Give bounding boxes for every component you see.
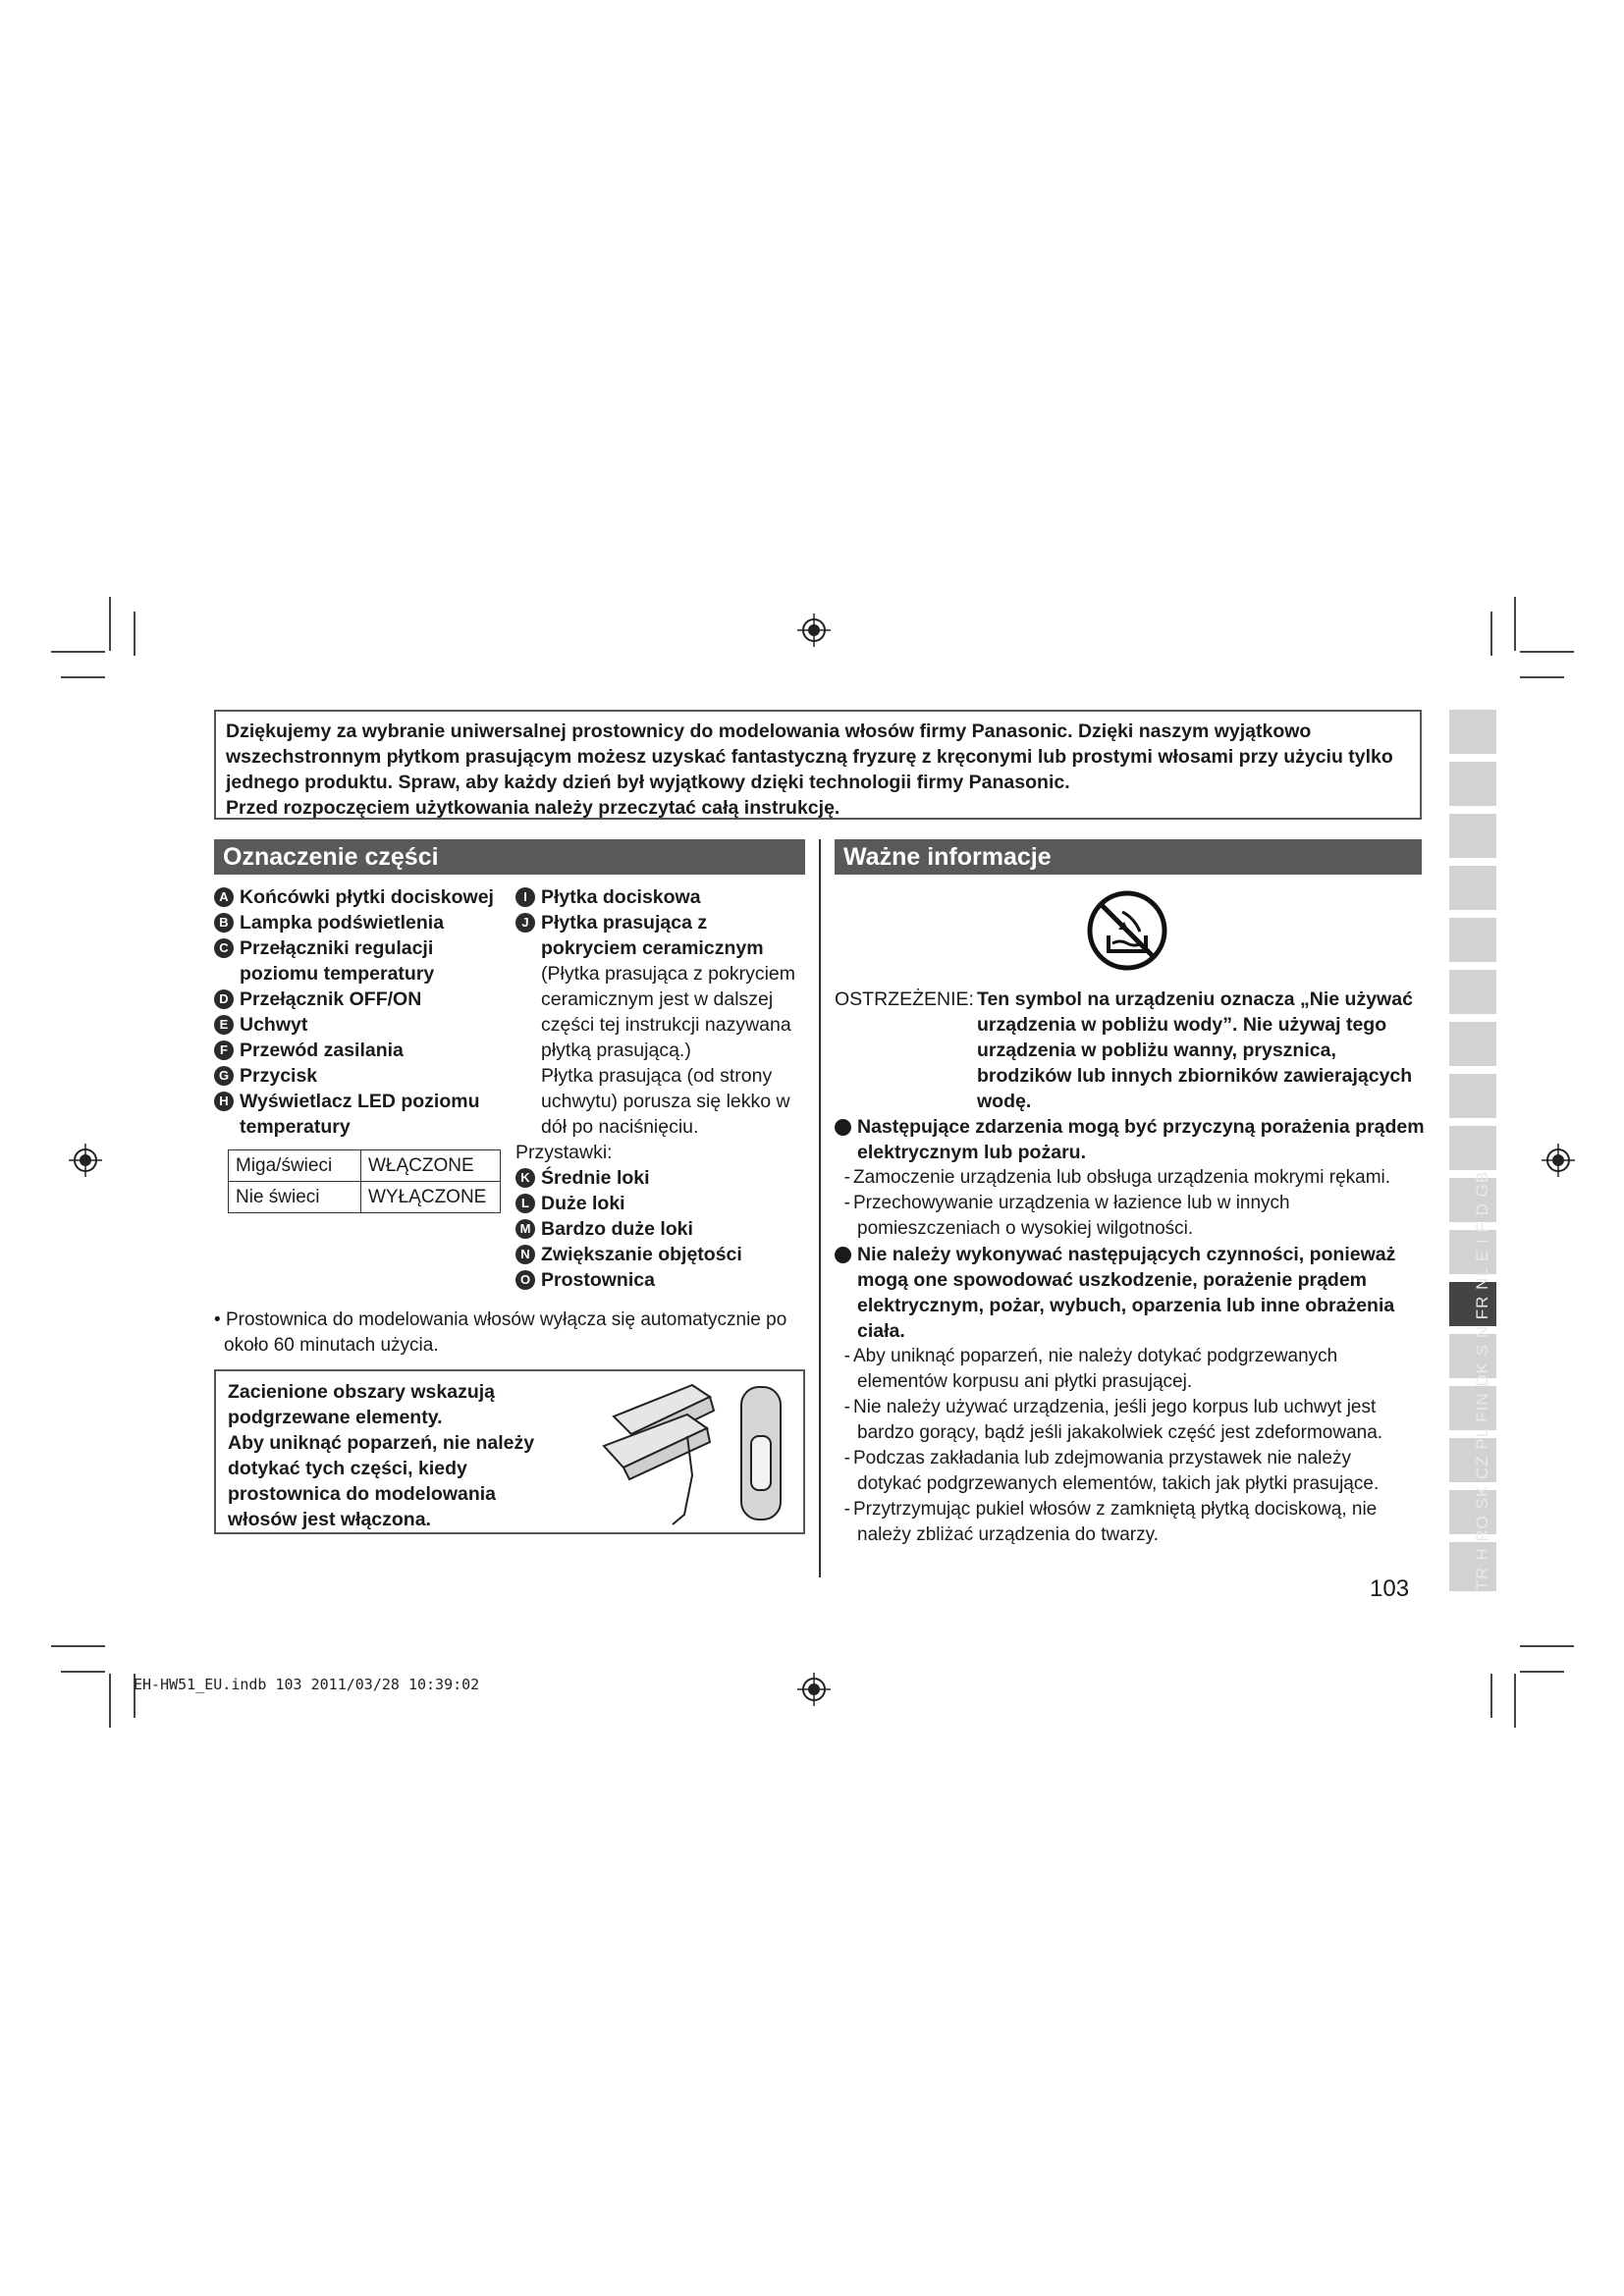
crop-mark <box>51 1645 105 1647</box>
safety-point: - Nie należy używać urządzenia, jeśli jego korpus lub uchwyt jest <box>835 1395 1434 1420</box>
warning-label: OSTRZEŻENIE: <box>835 988 974 1010</box>
safety-item <box>835 1114 1434 1140</box>
print-footer: EH-HW51_EU.indb 103 2011/03/28 10:39:02 <box>134 1676 480 1693</box>
letter-badge: F <box>214 1041 234 1060</box>
intro-line: Przed rozpoczęciem użytkowania należy przeczytać całą instrukcję. <box>226 797 840 819</box>
heat-line: włosów jest włączona. <box>228 1509 431 1530</box>
language-tab[interactable] <box>1449 918 1496 962</box>
crop-mark <box>1490 1674 1492 1718</box>
part-label-cont: pokryciem ceramicznym <box>541 937 764 959</box>
registration-mark-icon <box>797 1673 831 1706</box>
point-text: Podczas zakładania lub zdejmowania przystawek nie należy <box>853 1448 1351 1468</box>
safety-heading: mogą one spowodować uszkodzenie, porażenie prądem <box>857 1269 1368 1291</box>
heated-parts-box <box>214 1369 805 1534</box>
crop-mark <box>109 1674 111 1728</box>
attachment-item <box>515 1165 815 1191</box>
part-description: części tej instrukcji nazywana <box>541 1014 791 1036</box>
point-text: Nie należy używać urządzenia, jeśli jego korpus lub uchwyt jest <box>853 1397 1377 1417</box>
part-item <box>214 987 509 1012</box>
part-label-cont: temperatury <box>240 1116 351 1138</box>
part-item <box>214 1089 509 1114</box>
safety-heading: ciała. <box>857 1320 905 1342</box>
language-tab[interactable] <box>1449 814 1496 858</box>
point-text: bardzo gorący, bądź jeśli jakakolwiek część jest zdeformowana. <box>857 1422 1383 1443</box>
point-text: pomieszczeniach o wysokiej wilgotności. <box>857 1218 1194 1239</box>
letter-badge: G <box>214 1066 234 1086</box>
part-label: Wyświetlacz LED poziomu <box>240 1091 480 1112</box>
letter-badge: L <box>515 1194 535 1213</box>
part-item <box>214 884 509 910</box>
part-label: Uchwyt <box>240 1014 308 1036</box>
letter-badge: N <box>515 1245 535 1264</box>
page-number: 103 <box>1370 1575 1410 1602</box>
point-text: dotykać podgrzewanych elementów, takich jak płytki prasujące. <box>857 1473 1380 1494</box>
attachment-item <box>515 1216 815 1242</box>
part-item <box>214 1038 509 1063</box>
intro-line: jednego produktu. Spraw, aby każdy dzień był wyjątkowy dzięki technologii firmy Panasonic. <box>226 772 1070 793</box>
crop-mark <box>61 1671 105 1673</box>
part-label-cont: poziomu temperatury <box>240 963 435 985</box>
part-label: Duże loki <box>541 1193 625 1214</box>
letter-badge: M <box>515 1219 535 1239</box>
part-description: (Płytka prasująca z pokryciem <box>541 963 796 985</box>
column-divider <box>819 839 821 1577</box>
parts-heading: Oznaczenie części <box>214 839 805 875</box>
attachment-item <box>515 1267 815 1293</box>
safety-point: - Aby uniknąć poparzeń, nie należy dotykać podgrzewanych <box>835 1344 1434 1369</box>
heated-parts-text <box>228 1379 562 1532</box>
crop-mark <box>1520 1645 1574 1647</box>
letter-badge: A <box>214 887 234 907</box>
registration-mark-icon <box>797 614 831 647</box>
safety-heading: elektrycznym lub pożaru. <box>857 1142 1086 1163</box>
point-text: elementów korpusu ani płytki prasującej. <box>857 1371 1193 1392</box>
attachments-label: Przystawki: <box>515 1142 613 1163</box>
language-tab[interactable] <box>1449 710 1496 754</box>
part-label: Bardzo duże loki <box>541 1218 693 1240</box>
table-cell: WYŁĄCZONE <box>361 1182 501 1213</box>
warning-block <box>835 987 1424 1114</box>
part-description: Płytka prasująca (od strony <box>541 1065 773 1087</box>
bullet-dot-icon <box>835 1119 851 1136</box>
crop-mark <box>134 612 135 656</box>
part-description: płytką prasującą.) <box>541 1040 691 1061</box>
part-label: Lampka podświetlenia <box>240 912 445 934</box>
warning-text: urządzenia w pobliżu wanny, prysznica, <box>977 1040 1336 1061</box>
crop-mark <box>61 676 105 678</box>
point-text: Przechowywanie urządzenia w łazience lub w innych <box>853 1193 1290 1213</box>
letter-badge: J <box>515 913 535 933</box>
warning-text: Ten symbol na urządzeniu oznacza „Nie używać <box>977 988 1413 1010</box>
attachment-item <box>515 1242 815 1267</box>
part-item <box>214 1012 509 1038</box>
note-text: Prostownica do modelowania włosów wyłącza się automatycznie po <box>225 1309 787 1330</box>
parts-list-left <box>214 884 509 1140</box>
bullet-dot-icon <box>835 1247 851 1263</box>
crop-mark <box>1514 1674 1516 1728</box>
part-label: Średnie loki <box>541 1167 650 1189</box>
crop-mark <box>51 651 105 653</box>
safety-heading: Nie należy wykonywać następujących czynności, ponieważ <box>857 1244 1396 1265</box>
language-tabs-label: TR H RO SK CZ PL FIN DK S N FR NL E I F D GB <box>1473 1170 1491 1590</box>
safety-item <box>835 1242 1434 1267</box>
letter-badge: C <box>214 938 234 958</box>
part-label: Końcówki płytki dociskowej <box>240 886 494 908</box>
heat-line: Aby uniknąć poparzeń, nie należy <box>228 1432 535 1454</box>
part-description: uchwytu) porusza się lekko w <box>541 1091 790 1112</box>
part-description: dół po naciśnięciu. <box>541 1116 699 1138</box>
letter-badge: K <box>515 1168 535 1188</box>
point-text: Zamoczenie urządzenia lub obsługa urządzenia mokrymi rękami. <box>853 1167 1391 1188</box>
warning-text: urządzenia w pobliżu wody”. Nie używaj tego <box>977 1014 1387 1036</box>
table-row <box>229 1182 501 1213</box>
warning-text: brodzików lub innych zbiorników zawierających <box>977 1065 1413 1087</box>
intro-line: Dziękujemy za wybranie uniwersalnej prostownicy do modelowania włosów firmy Panasonic. Dzięki naszym wyjątkowo <box>226 721 1312 742</box>
heat-line: Zacienione obszary wskazują <box>228 1381 496 1403</box>
language-tab[interactable] <box>1449 1022 1496 1066</box>
language-tab[interactable] <box>1449 970 1496 1014</box>
crop-mark <box>1520 651 1574 653</box>
part-item <box>515 884 815 910</box>
part-label: Płytka dociskowa <box>541 886 701 908</box>
safety-point: - Przechowywanie urządzenia w łazience lub w innych <box>835 1191 1434 1216</box>
parts-list-right <box>515 884 815 1293</box>
led-status-table <box>228 1149 501 1213</box>
part-label: Przewód zasilania <box>240 1040 404 1061</box>
point-text: należy zbliżać urządzenia do twarzy. <box>857 1524 1159 1545</box>
heat-line: dotykać tych części, kiedy <box>228 1458 467 1479</box>
no-water-symbol-icon <box>1085 888 1169 973</box>
intro-line: wszechstronnym płytkom prasującym możesz uzyskać fantastyczną fryzurę z kręconymi lub prostymi włosami przy użyciu tylko <box>226 746 1393 768</box>
language-tab[interactable] <box>1449 762 1496 806</box>
auto-off-note <box>214 1308 813 1359</box>
table-row <box>229 1150 501 1182</box>
letter-badge: B <box>214 913 234 933</box>
part-label: Przełącznik OFF/ON <box>240 988 422 1010</box>
registration-mark-icon <box>69 1144 102 1177</box>
safety-heading: Następujące zdarzenia mogą być przyczyną porażenia prądem <box>857 1116 1425 1138</box>
letter-badge: E <box>214 1015 234 1035</box>
part-description: ceramicznym jest w dalszej <box>541 988 774 1010</box>
crop-mark <box>1520 1671 1564 1673</box>
heat-line: prostownica do modelowania <box>228 1483 497 1505</box>
point-text: Przytrzymując pukiel włosów z zamkniętą płytką dociskową, nie <box>853 1499 1378 1520</box>
crop-mark <box>1490 612 1492 656</box>
note-line: • Prostownica do modelowania włosów wyłącza się automatycznie po <box>214 1309 787 1330</box>
part-label: Prostownica <box>541 1269 655 1291</box>
safety-point: - Podczas zakładania lub zdejmowania przystawek nie należy <box>835 1446 1434 1471</box>
safety-point: - Przytrzymując pukiel włosów z zamkniętą płytką dociskową, nie <box>835 1497 1434 1522</box>
straightener-illustration <box>594 1377 790 1529</box>
attachment-item <box>515 1191 815 1216</box>
point-text: Aby uniknąć poparzeń, nie należy dotykać podgrzewanych <box>853 1346 1338 1366</box>
letter-badge: H <box>214 1092 234 1111</box>
warning-row <box>835 987 1424 1012</box>
crop-mark <box>109 597 111 651</box>
part-label: Przełączniki regulacji <box>240 937 434 959</box>
part-item <box>214 910 509 935</box>
language-tab[interactable] <box>1449 1074 1496 1118</box>
safety-list <box>835 1114 1434 1548</box>
language-tab[interactable] <box>1449 1126 1496 1170</box>
table-cell: WŁĄCZONE <box>361 1150 501 1182</box>
warning-text: wodę. <box>977 1091 1032 1112</box>
part-label: Przycisk <box>240 1065 318 1087</box>
letter-badge: O <box>515 1270 535 1290</box>
heat-line: podgrzewane elementy. <box>228 1407 443 1428</box>
letter-badge: D <box>214 989 234 1009</box>
important-heading: Ważne informacje <box>835 839 1422 875</box>
table-cell: Nie świeci <box>229 1182 361 1213</box>
crop-mark <box>1514 597 1516 651</box>
crop-mark <box>1520 676 1564 678</box>
part-item <box>214 935 509 961</box>
part-label: Płytka prasująca z <box>541 912 708 934</box>
safety-heading: elektrycznym, pożar, wybuch, oparzenia lub inne obrażenia <box>857 1295 1395 1316</box>
part-label: Zwiększanie objętości <box>541 1244 742 1265</box>
part-item <box>515 910 815 935</box>
language-tab[interactable] <box>1449 866 1496 910</box>
safety-point: - Zamoczenie urządzenia lub obsługa urządzenia mokrymi rękami. <box>835 1165 1434 1191</box>
note-line: około 60 minutach użycia. <box>224 1335 439 1356</box>
table-cell: Miga/świeci <box>229 1150 361 1182</box>
part-item <box>214 1063 509 1089</box>
registration-mark-icon <box>1542 1144 1575 1177</box>
intro-box <box>214 710 1422 820</box>
letter-badge: I <box>515 887 535 907</box>
